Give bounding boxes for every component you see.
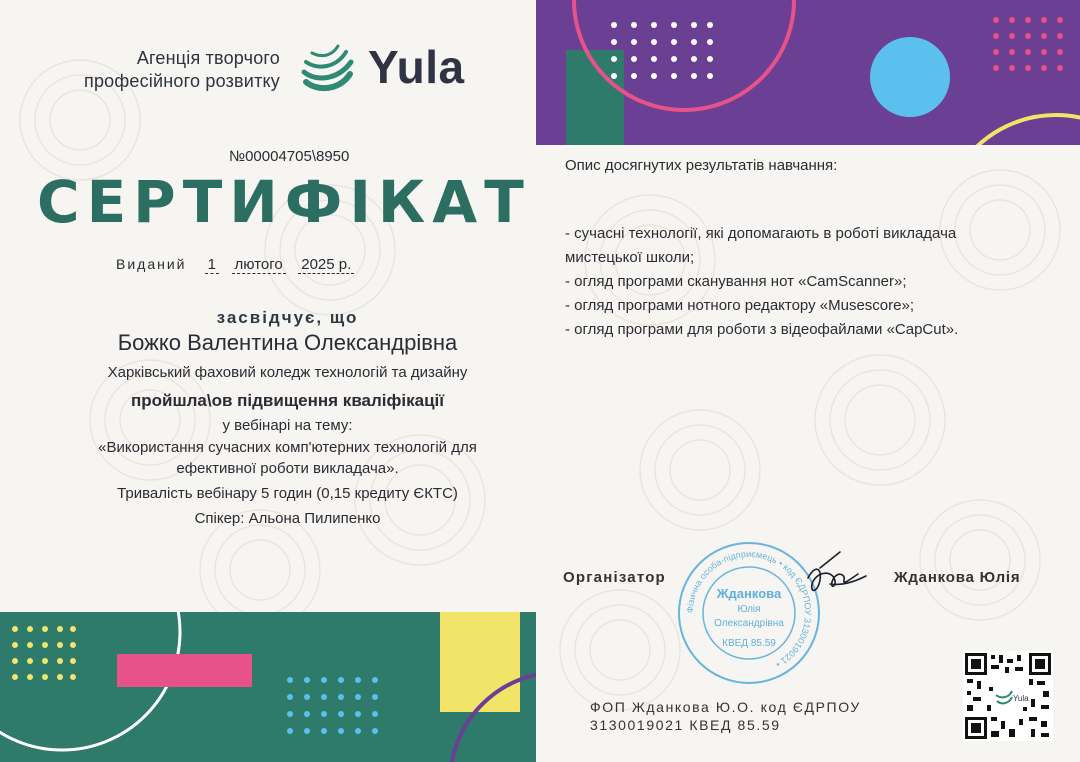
topic-line-2: ефективної роботи викладача». — [176, 460, 399, 477]
stamp-line-3: Олександрівна — [714, 618, 784, 629]
stamp-line-4: КВЕД 85.59 — [722, 638, 776, 649]
stamp-ring-text: Фізична особа-підприємець • код ЄДРПОУ 3130019021 • — [684, 548, 814, 670]
recipient-college: Харківський фаховий коледж технологій та дизайну — [107, 364, 468, 381]
webinar-topic — [40, 437, 535, 479]
issued-month: лютого — [232, 256, 286, 274]
issued-label: Виданий — [116, 256, 187, 272]
agency-line-1: Агенція творчого — [136, 48, 280, 68]
list-item: - огляд програми сканування нот «CamScanner»; — [565, 273, 907, 290]
fop-details — [590, 698, 920, 734]
agency-tagline — [84, 47, 280, 93]
issued-day: 1 — [205, 256, 219, 274]
recipient-name: Божко Валентина Олександрівна — [117, 330, 458, 355]
certifies-text: засвідчує, що — [216, 308, 359, 327]
qr-brand: Yula — [1013, 694, 1029, 703]
list-item: - огляд програми для роботи з відеофайлами «CapCut». — [565, 321, 959, 338]
issued-year: 2025 р. — [298, 256, 354, 274]
results-list — [565, 222, 1035, 342]
yula-brand: Yula — [368, 41, 465, 93]
fop-line-1: ФОП Жданкова Ю.О. код ЄДРПОУ — [590, 699, 861, 715]
organizer-label: Організатор — [563, 569, 666, 586]
certificate-title: СЕРТИФІКАТ — [37, 168, 531, 236]
list-item: мистецької школи; — [565, 249, 695, 266]
results-title: Опис досягнутих результатів навчання: — [565, 157, 838, 174]
passed-text: пройшла\ов підвищення кваліфікації — [130, 391, 445, 410]
webinar-label: у вебінарі на тему: — [222, 417, 353, 434]
stamp-line-2: Юлія — [737, 604, 761, 615]
top-right-decoration — [536, 0, 1080, 145]
signature-icon — [800, 548, 870, 604]
qr-code — [963, 651, 1053, 741]
fop-line-2: 3130019021 КВЕД 85.59 — [590, 717, 781, 733]
list-item: - огляд програми нотного редактору «Musescore»; — [565, 297, 914, 314]
certificate-number: №00004705\8950 — [229, 148, 350, 165]
stamp-line-1: Жданкова — [716, 586, 782, 601]
organizer-name: Жданкова Юлія — [894, 569, 1021, 586]
issued-line — [116, 256, 354, 273]
yula-globe-logo-icon — [296, 38, 358, 100]
list-item: - сучасні технології, які допомагають в роботі викладача — [565, 225, 957, 242]
agency-line-2: професійного розвитку — [84, 71, 280, 91]
topic-line-1: «Використання сучасних комп'ютерних технологій для — [98, 439, 477, 456]
bottom-left-decoration — [0, 612, 536, 762]
webinar-speaker: Спікер: Альона Пилипенко — [194, 510, 381, 527]
webinar-duration: Тривалість вебінару 5 годин (0,15 кредиту ЄКТС) — [117, 485, 458, 502]
